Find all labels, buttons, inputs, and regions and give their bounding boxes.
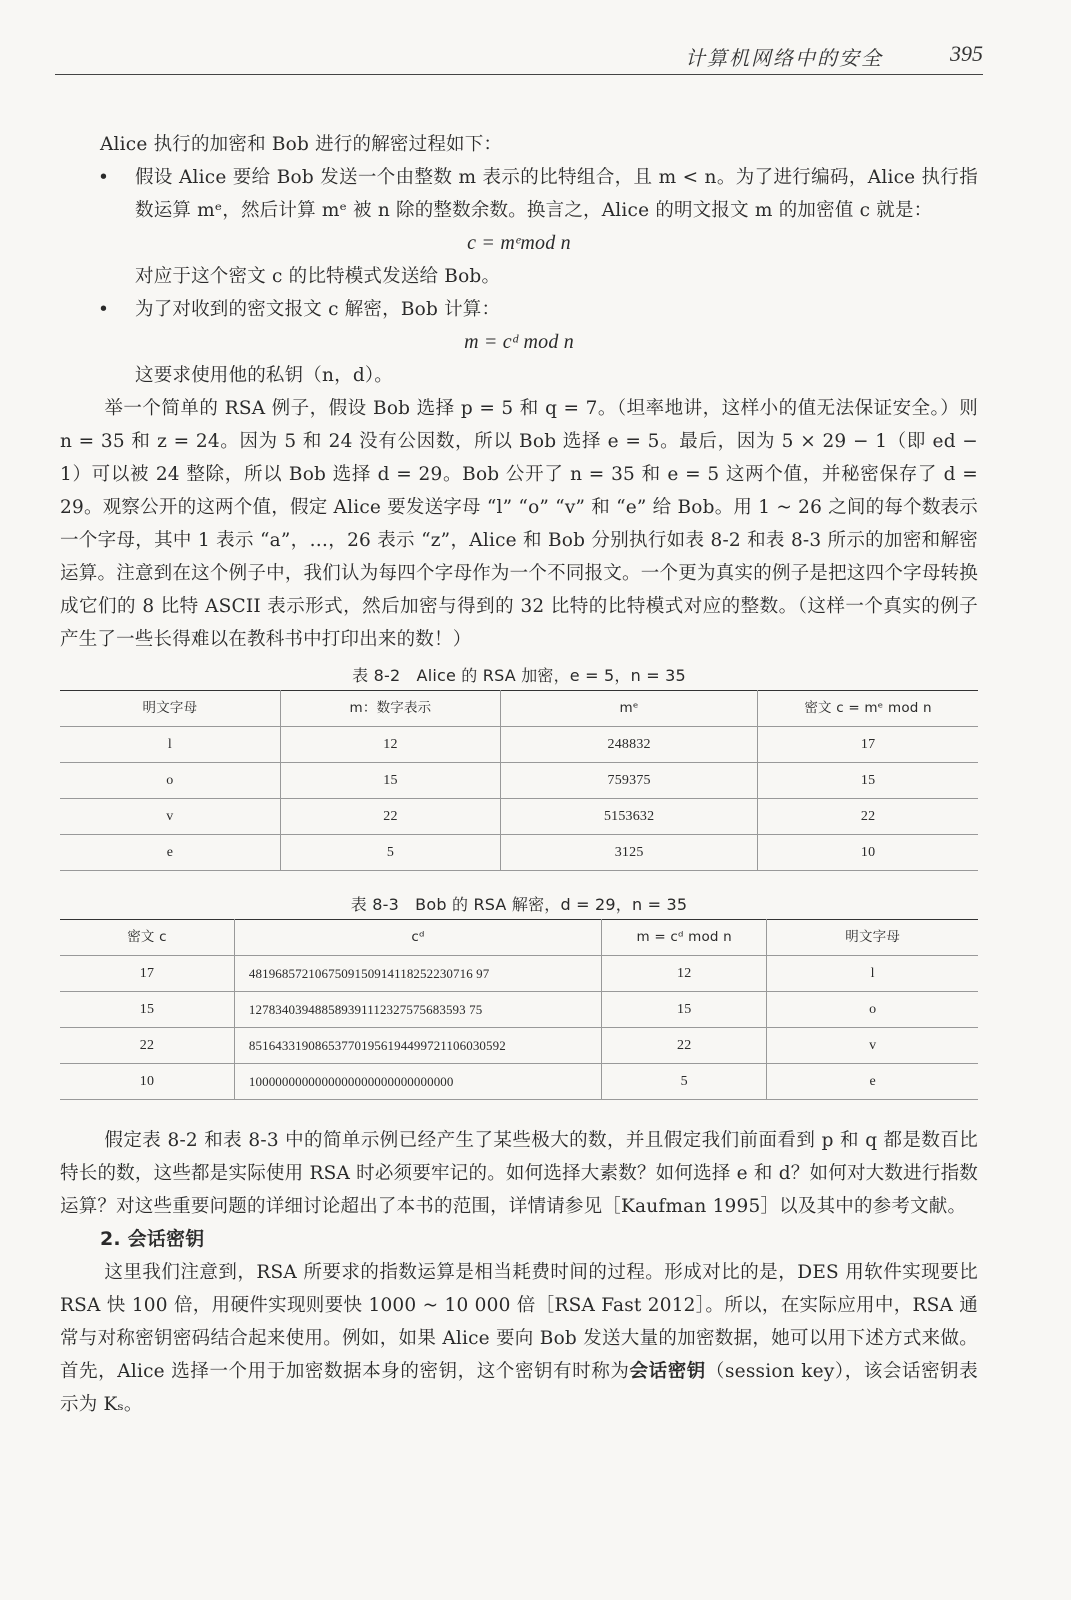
table-cell: 851643319086537701956194499721106030592 — [234, 1028, 601, 1064]
table-row — [60, 763, 978, 799]
table-row — [60, 727, 978, 763]
table-cell: 22 — [602, 1028, 767, 1064]
table-cell: l — [767, 956, 978, 992]
table-cell: 5153632 — [501, 799, 758, 835]
table-cell: 22 — [758, 799, 978, 835]
session-key-text-after: （session key），该会话密钥表示为 Kₛ。 — [60, 1361, 978, 1415]
table-cell: 1000000000000000000000000000000 — [234, 1064, 601, 1100]
table-cell: 5 — [602, 1064, 767, 1100]
running-header — [55, 40, 983, 75]
bullet-decryption — [60, 293, 978, 326]
table-header: cᵈ — [234, 920, 601, 956]
table-cell: 15 — [280, 763, 500, 799]
table-header: mᵉ — [501, 691, 758, 727]
table-cell: e — [60, 835, 280, 871]
table-cell: 759375 — [501, 763, 758, 799]
table-header: 明文字母 — [60, 691, 280, 727]
table-header: m = cᵈ mod n — [602, 920, 767, 956]
bullet-dot: • — [98, 167, 110, 188]
table-row — [60, 1064, 978, 1100]
table-cell: 15 — [602, 992, 767, 1028]
session-key-text-before: 这里我们注意到，RSA 所要求的指数运算是相当耗费时间的过程。形成对比的是，DES 用软件实现要比 RSA 快 100 倍，用硬件实现则要快 1000 ~ 10 000 倍［RSA Fast 2012］。所以，在实际应用中，RSA 通常与对称密钥密码结合起来使用。例如，如果 Alice 要向 Bob 发送大量的加密数据，她可以用下述方式来做。首先，Alice 选择一个用于加密数据本身的密钥，这个密钥有时称为 — [60, 1262, 978, 1382]
body-text — [60, 128, 978, 1421]
table-cell: l — [60, 727, 280, 763]
table-cell: 12 — [280, 727, 500, 763]
bullet-dot: • — [98, 299, 110, 320]
table-cell: 17 — [758, 727, 978, 763]
table-cell: 22 — [280, 799, 500, 835]
table-cell: 22 — [60, 1028, 234, 1064]
table-header-row — [60, 920, 978, 956]
table-cell: o — [767, 992, 978, 1028]
section-heading: 2. 会话密钥 — [100, 1228, 205, 1250]
table-header: 密文 c — [60, 920, 234, 956]
table-header: 密文 c = mᵉ mod n — [758, 691, 978, 727]
table3 — [60, 919, 978, 1100]
table-row — [60, 835, 978, 871]
table-cell: 10 — [60, 1064, 234, 1100]
bullet-decryption-after: 这要求使用他的私钥（n，d）。 — [135, 365, 394, 386]
bullet-encryption-after: 对应于这个密文 c 的比特模式发送给 Bob。 — [135, 266, 501, 287]
table-cell: 3125 — [501, 835, 758, 871]
table-cell: o — [60, 763, 280, 799]
table-header-row — [60, 691, 978, 727]
table-cell: 127834039488589391112327575683593 75 — [234, 992, 601, 1028]
table-cell: 248832 — [501, 727, 758, 763]
table-cell: 5 — [280, 835, 500, 871]
bullet-decryption-text: 为了对收到的密文报文 c 解密，Bob 计算： — [135, 299, 501, 320]
table-cell: v — [60, 799, 280, 835]
table-cell: 10 — [758, 835, 978, 871]
table-cell: 17 — [60, 956, 234, 992]
table-cell: 15 — [60, 992, 234, 1028]
table-header: 明文字母 — [767, 920, 978, 956]
table3-caption: 表 8-3 Bob 的 RSA 解密，d = 29，n = 35 — [350, 895, 688, 914]
header-title: 计算机网络中的安全 — [685, 46, 883, 70]
table2 — [60, 690, 978, 871]
table-cell: e — [767, 1064, 978, 1100]
example-paragraph: 举一个简单的 RSA 例子，假设 Bob 选择 p = 5 和 q = 7。（坦率地讲，这样小的值无法保证安全。）则 n = 35 和 z = 24。因为 5 和 24 没有公因数，所以 Bob 选择 e = 5。最后，因为 5 × 29 − 1（即 ed − 1）可以被 24 整除，所以 Bob 选择 d = 29。Bob 公开了 n = 35 和 e = 5 这两个值，并秘密保存了 d = 29。观察公开的这两个值，假定 Alice 要发送字母 “l” “o” “v” 和 “e” 给 Bob。用 1 ~ 26 之间的每个数表示一个字母，其中 1 表示 “a”，…，26 表示 “z”，Alice 和 Bob 分别执行如表 8-2 和表 8-3 所示的加密和解密运算。注意到在这个例子中，我们认为每四个字母作为一个不同报文。一个更为真实的例子是把这四个字母转换成它们的 8 比特 ASCII 表示形式，然后加密与得到的 32 比特的比特模式对应的整数。（这样一个真实的例子产生了一些长得难以在教科书中打印出来的数！） — [60, 398, 978, 650]
paragraph-after-tables: 假定表 8-2 和表 8-3 中的简单示例已经产生了某些极大的数，并且假定我们前面看到 p 和 q 都是数百比特长的数，这些都是实际使用 RSA 时必须要牢记的。如何选择大素数？如何选择 e 和 d？如何对大数进行指数运算？对这些重要问题的详细讨论超出了本书的范围，详情请参见［Kaufman 1995］以及其中的参考文献。 — [60, 1130, 978, 1217]
page-number: 395 — [950, 41, 983, 66]
table-cell: 15 — [758, 763, 978, 799]
table-cell: 4819685721067509150914118252230716 97 — [234, 956, 601, 992]
table-row — [60, 799, 978, 835]
session-key-term: 会话密钥 — [629, 1361, 706, 1382]
table-cell: v — [767, 1028, 978, 1064]
session-key-paragraph — [60, 1256, 978, 1421]
intro-line: Alice 执行的加密和 Bob 进行的解密过程如下： — [100, 134, 503, 155]
table-row — [60, 1028, 978, 1064]
equation-decrypt: m = cᵈ mod n — [464, 331, 574, 353]
bullet-encryption — [60, 161, 978, 227]
table-header: m：数字表示 — [280, 691, 500, 727]
table-row — [60, 992, 978, 1028]
table-cell: 12 — [602, 956, 767, 992]
equation-encrypt: c = mᵉmod n — [467, 232, 571, 254]
bullet-encryption-text: 假设 Alice 要给 Bob 发送一个由整数 m 表示的比特组合，且 m < n。为了进行编码，Alice 执行指数运算 mᵉ，然后计算 mᵉ 被 n 除的整数余数。换言之，Alice 的明文报文 m 的加密值 c 就是： — [135, 167, 978, 221]
table-row — [60, 956, 978, 992]
table2-caption: 表 8-2 Alice 的 RSA 加密，e = 5，n = 35 — [352, 666, 686, 685]
